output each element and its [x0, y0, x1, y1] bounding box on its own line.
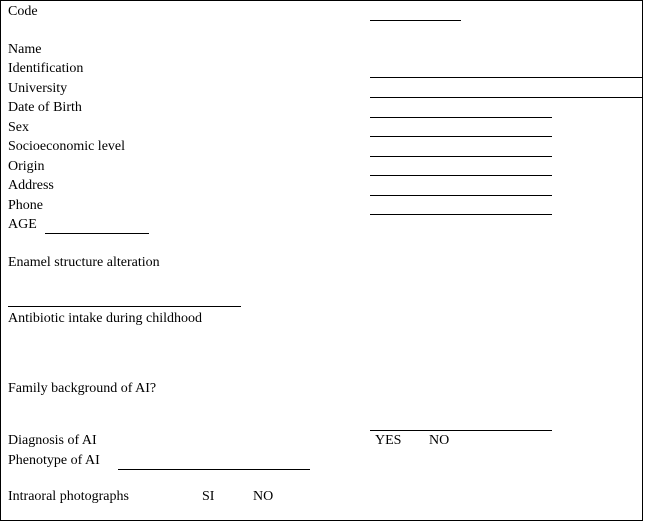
diagnosis-option-no[interactable]: NO — [429, 433, 450, 448]
label-phone: Phone — [8, 198, 43, 213]
origin-field-line[interactable] — [370, 175, 552, 176]
label-university: University — [8, 81, 68, 96]
label-name: Name — [8, 42, 42, 57]
label-date-of-birth: Date of Birth — [8, 100, 82, 115]
phone-field-line[interactable] — [370, 214, 552, 215]
enamel-field-line[interactable] — [8, 306, 241, 307]
phenotype-field-line[interactable] — [118, 469, 310, 470]
label-code: Code — [8, 4, 38, 19]
label-diagnosis: Diagnosis of AI — [8, 433, 97, 448]
socioeconomic-level-field-line[interactable] — [370, 156, 552, 157]
label-sex: Sex — [8, 120, 29, 135]
label-address: Address — [8, 178, 54, 193]
label-antibiotic-intake: Antibiotic intake during childhood — [8, 311, 203, 326]
family-background-field-line[interactable] — [370, 430, 552, 431]
label-origin: Origin — [8, 159, 45, 174]
label-phenotype: Phenotype of AI — [8, 453, 100, 468]
label-socioeconomic-level: Socioeconomic level — [8, 139, 126, 154]
age-field-line[interactable] — [45, 233, 149, 234]
diagnosis-option-yes[interactable]: YES — [375, 433, 402, 448]
label-identification: Identification — [8, 61, 84, 76]
label-family-background: Family background of AI? — [8, 381, 157, 396]
label-enamel-structure-alteration: Enamel structure alteration — [8, 255, 160, 270]
label-age: AGE — [8, 217, 37, 232]
sex-field-line[interactable] — [370, 136, 552, 137]
intraoral-option-no[interactable]: NO — [253, 489, 274, 504]
address-field-line[interactable] — [370, 195, 552, 196]
university-field-line[interactable] — [370, 97, 643, 98]
code-field-line[interactable] — [370, 20, 461, 21]
identification-field-line[interactable] — [370, 77, 643, 78]
label-intraoral-photographs: Intraoral photographs — [8, 489, 129, 504]
date-of-birth-field-line[interactable] — [370, 117, 552, 118]
intraoral-option-si[interactable]: SI — [202, 489, 215, 504]
